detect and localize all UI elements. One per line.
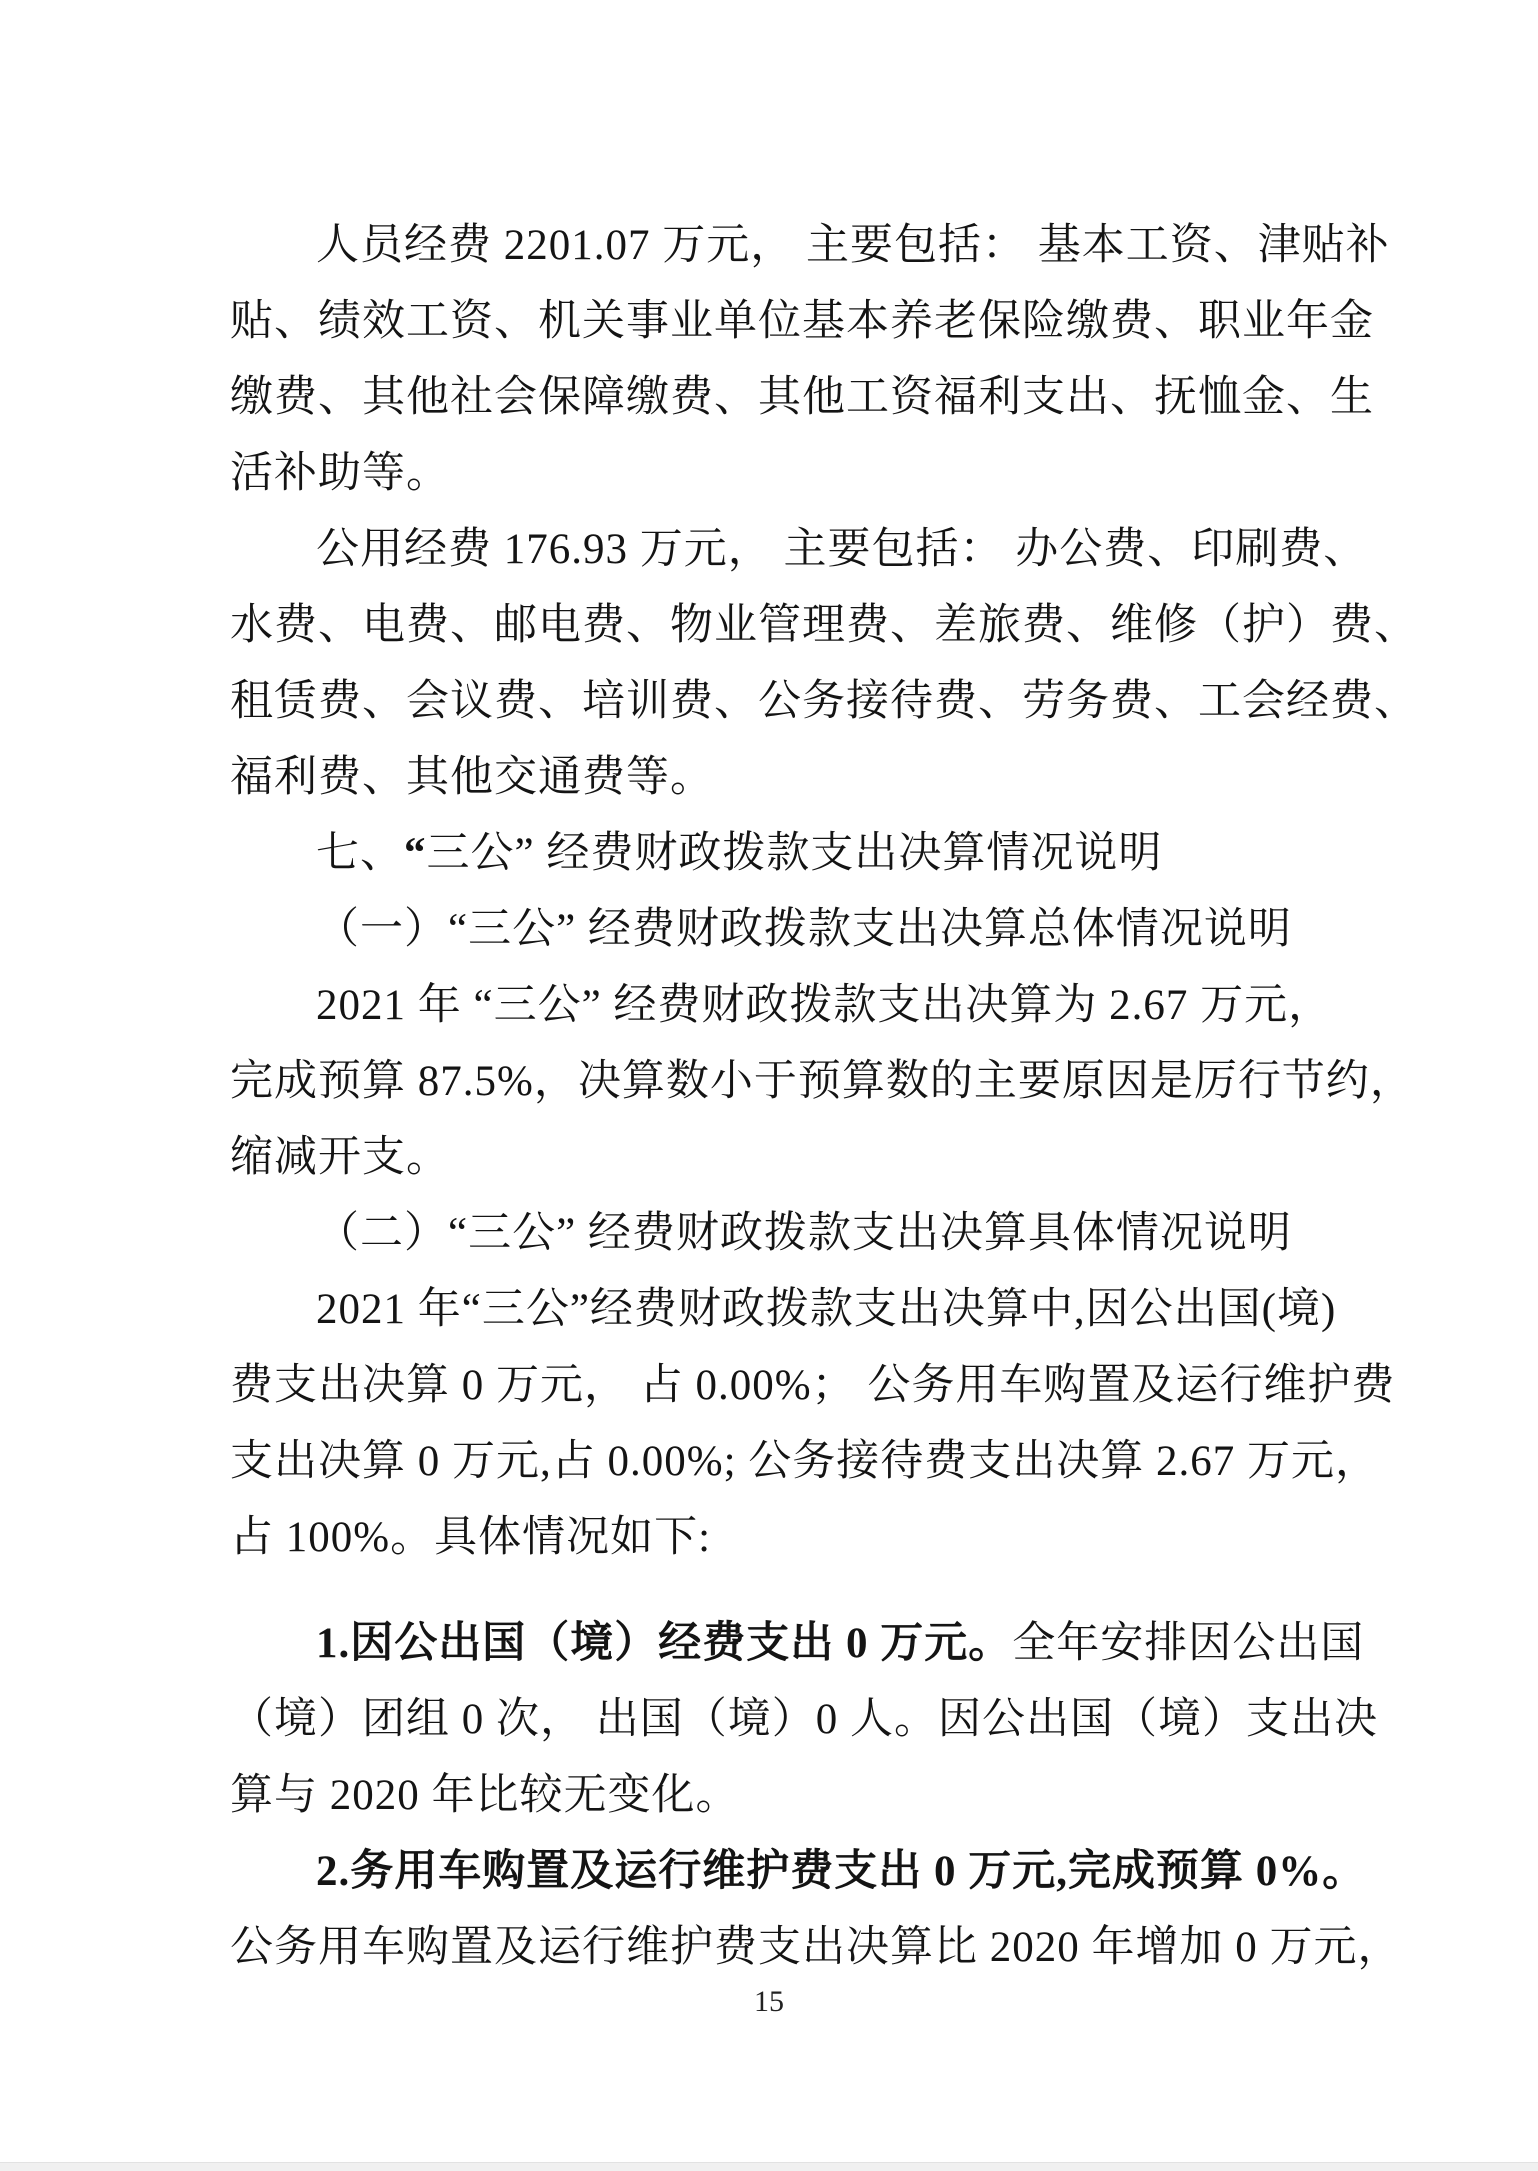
text-line xyxy=(230,892,1312,968)
text-segment: 支出决算 0 万元,占 0.00%; 公务接待费支出决算 2.67 万元， xyxy=(230,1438,1380,1485)
text-segment: 全年安排因公出国 xyxy=(1012,1620,1365,1667)
text-line xyxy=(230,740,1312,816)
text-segment: 缴费、其他社会保障缴费、其他工资福利支出、抚恤金、生 xyxy=(230,374,1374,421)
text-line xyxy=(230,1834,1367,1910)
text-segment: 贴、绩效工资、机关事业单位基本养老保险缴费、职业年金 xyxy=(230,298,1374,345)
text-segment: 占 100%。具体情况如下: xyxy=(230,1514,712,1561)
text-segment: 公务用车购置及运行维护费支出决算比 2020 年增加 0 万元， xyxy=(230,1924,1402,1971)
text-segment: 算与 2020 年比较无变化。 xyxy=(230,1772,740,1819)
document-body xyxy=(230,208,1418,1986)
text-line xyxy=(230,436,1312,512)
text-segment: （一）“三公” 经费财政拨款支出决算总体情况说明 xyxy=(316,906,1292,953)
text-line xyxy=(230,1910,1402,1986)
text-segment: 福利费、其他交通费等。 xyxy=(230,754,714,801)
text-line xyxy=(230,1500,1312,1576)
text-segment: 七、 xyxy=(316,830,404,877)
text-line xyxy=(230,1196,1312,1272)
text-line xyxy=(230,208,1390,284)
text-line xyxy=(230,512,1368,588)
text-line xyxy=(230,1120,1312,1196)
text-line xyxy=(230,1606,1365,1682)
text-segment-bold: 1.因公出国（境）经费支出 0 万元。 xyxy=(316,1620,1013,1667)
text-line xyxy=(230,1682,1378,1758)
text-line xyxy=(230,664,1418,740)
text-segment: 2021 年“三公”经费财政拨款支出决算中,因公出国(境) xyxy=(316,1286,1337,1333)
text-segment: 缩减开支。 xyxy=(230,1134,450,1181)
text-segment-bold: “ xyxy=(404,830,427,877)
text-segment: 完成预算 87.5%，决算数小于预算数的主要原因是厉行节约， xyxy=(230,1058,1414,1105)
text-segment: 2021 年 “三公” 经费财政拨款支出决算为 2.67 万元， xyxy=(316,982,1333,1029)
text-segment: （二）“三公” 经费财政拨款支出决算具体情况说明 xyxy=(316,1210,1292,1257)
page-number: 15 xyxy=(754,1985,784,2018)
text-line xyxy=(230,816,1312,892)
text-line xyxy=(230,1044,1414,1120)
page-edge-strip xyxy=(0,2162,1538,2171)
text-line xyxy=(230,1758,1312,1834)
text-line xyxy=(230,360,1374,436)
text-line xyxy=(230,1348,1396,1424)
text-segment: 活补助等。 xyxy=(230,450,450,497)
text-segment-bold: 2.务用车购置及运行维护费支出 0 万元,完成预算 0%。 xyxy=(316,1848,1367,1895)
text-segment: 公用经费 176.93 万元， 主要包括： 办公费、印刷费、 xyxy=(316,526,1368,573)
text-line xyxy=(230,968,1333,1044)
text-line xyxy=(230,588,1418,664)
text-segment: 三公” 经费财政拨款支出决算情况说明 xyxy=(426,830,1163,877)
text-segment: 租赁费、会议费、培训费、公务接待费、劳务费、工会经费、 xyxy=(230,678,1418,725)
text-line xyxy=(230,284,1374,360)
text-segment: 水费、电费、邮电费、物业管理费、差旅费、维修（护）费、 xyxy=(230,602,1418,649)
text-segment: 费支出决算 0 万元， 占 0.00%； 公务用车购置及运行维护费 xyxy=(230,1362,1396,1409)
text-segment: 人员经费 2201.07 万元， 主要包括： 基本工资、津贴补 xyxy=(316,222,1390,269)
text-line xyxy=(230,1272,1337,1348)
text-line xyxy=(230,1424,1380,1500)
text-segment: （境）团组 0 次， 出国（境）0 人。因公出国（境）支出决 xyxy=(230,1696,1378,1743)
